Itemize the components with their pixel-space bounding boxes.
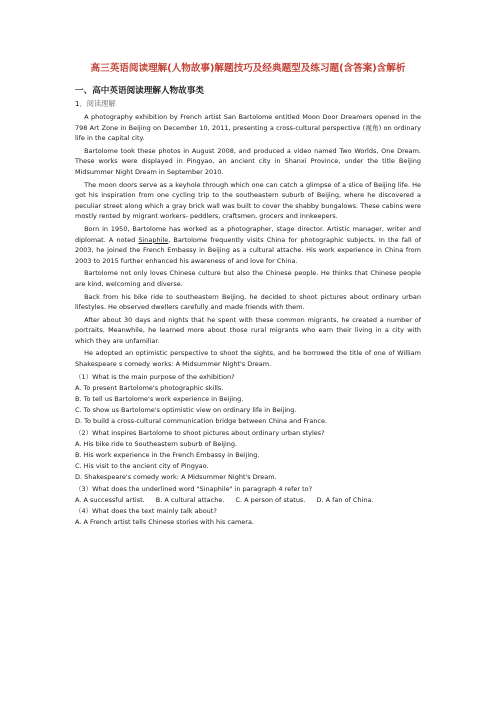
passage-paragraph-5: Bartolome not only loves Chinese culture but also the Chinese people. He thinks that Chinese people are kind, welcoming and diverse.: [75, 269, 421, 288]
paragraph-4-rest: , Bartolome frequently visits China for photographic subjects. In the fall of 2003, he joined the French Embassy in Beijing as a cultural attache. His work experience in China from 2003 to 2015 further enhanced his awareness of and love for China.: [75, 235, 422, 265]
question-2-option-c: C. His visit to the ancient city of Pingyao.: [75, 462, 209, 471]
question-1-stem: （1）What is the main purpose of the exhibition?: [75, 372, 235, 381]
passage-paragraph-2: Bartolome took these photos in August 2008, and produced a video named Two Worlds, One Dream. These works were displayed in Pingyao, an ancient city in Shanxi Province, under the title Beijing Midsummer Night Dream in September 2010.: [75, 146, 421, 176]
question-2-option-b: B. His work experience in the French Embassy in Beijing.: [75, 451, 260, 460]
passage-paragraph-4: [75, 224, 421, 266]
question-2-option-a: A. His bike ride to Southeastern suburb of Beijing.: [75, 439, 238, 448]
passage-paragraph-7: After about 30 days and nights that he spent with these common migrants, he created a number of portraits. Meanwhile, he learned more about those rural migrants who earn their living in a city with which they are unfamiliar.: [75, 315, 421, 345]
question-2-option-d: D. Shakespeare's comedy work: A Midsummer Night's Dream.: [75, 473, 277, 482]
question-1-option-a: A. To present Bartolome's photographic skills.: [75, 383, 224, 392]
passage-paragraph-8: He adopted an optimistic perspective to shoot the sights, and he borrowed the title of one of William Shakespeare s comedy works: A Midsummer Night's Dream.: [75, 349, 421, 369]
question-1-option-b: B. To tell us Bartolome's work experience in Beijing.: [75, 395, 244, 404]
question-3-option-c: C. A person of status.: [235, 495, 306, 504]
question-3-option-d: D. A fan of China.: [316, 495, 374, 504]
question-number: 1．: [75, 99, 87, 108]
question-heading: [75, 99, 421, 109]
section-heading: 一、高中英语阅读理解人物故事类: [75, 86, 204, 96]
question-1-option-c: C. To show us Bartolome's optimistic view on ordinary life in Beijing.: [75, 406, 297, 415]
document-body: [75, 84, 421, 529]
passage-paragraph-1: A photography exhibition by French artist San Bartolome entitled Moon Door Dreamers opened in the 798 Art Zone in Beijing on December 10, 2011, presenting a cross-cultural perspective (视角) on ordinary life in the capital city.: [75, 113, 421, 143]
question-4-option-a: A. A French artist tells Chinese stories with his camera.: [75, 518, 254, 527]
paragraph-4-start: Born in 1950, Bartolome has worked as a photographer, stage director. Artistic manager, writer and diplomat. A noted: [75, 224, 421, 244]
question-3-stem: （3）What does the underlined word "Sinaphile" in paragraph 4 refer to?: [75, 484, 313, 493]
question-2-stem: （2）What inspires Bartolome to shoot pictures about ordinary urban styles?: [75, 428, 325, 437]
question-3-option-b: B. A cultural attache.: [155, 495, 225, 504]
question-4-stem: （4）What does the text mainly talk about?: [75, 507, 217, 516]
underlined-word-sinaphile: Sinaphile: [138, 235, 169, 244]
question-3-option-a: A. A successful artist.: [75, 495, 145, 504]
question-1-option-d: D. To build a cross-cultural communication bridge between China and France.: [75, 417, 328, 426]
question-label: 阅读理解: [86, 99, 116, 108]
passage-paragraph-3: The moon doors serve as a keyhole through which one can catch a glimpse of a slice of Beijing life. He got his inspiration from one cycling trip to the southeastern suburb of Beijing, where he discovered a peculiar street along which a gray brick wall was built to cover the shabby bungalows. These cabins were mostly rented by migrant workers- peddlers, craftsmen, grocers and innkeepers.: [75, 180, 421, 221]
passage-paragraph-6: Back from his bike ride to southeastern Beijing, he decided to shoot pictures about ordinary urban lifestyles. He observed dwellers carefully and made friends with them.: [75, 292, 421, 312]
question-3-options: [75, 495, 421, 506]
document-title: 高三英语阅读理解(人物故事)解题技巧及经典题型及练习题(含答案)含解析: [90, 63, 406, 74]
